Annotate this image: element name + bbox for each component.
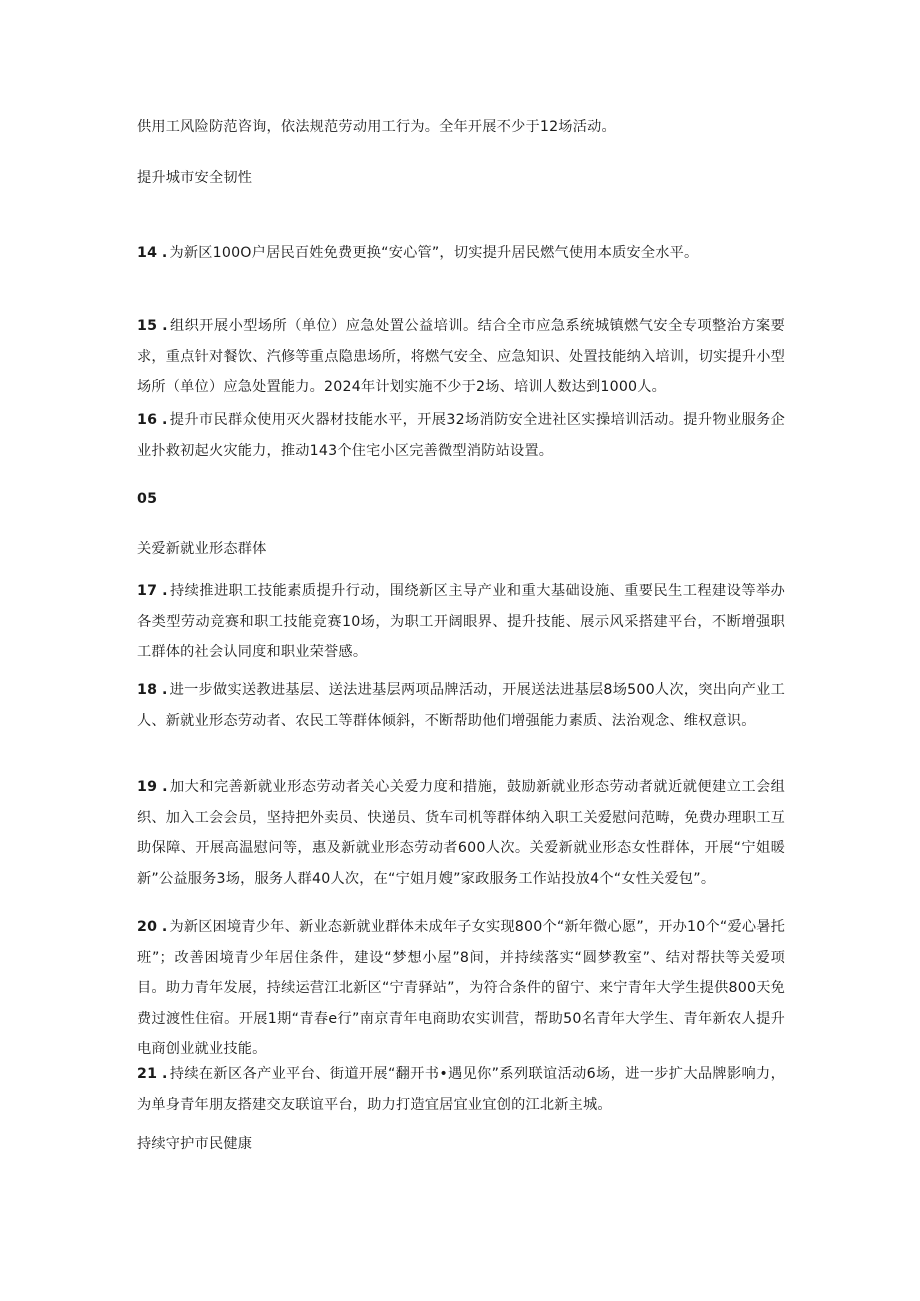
section-number bbox=[137, 484, 785, 515]
item-18 bbox=[137, 675, 785, 736]
item-20-number: 20 bbox=[137, 919, 158, 935]
item-15-dot: . bbox=[162, 318, 168, 334]
item-19-dot: . bbox=[162, 779, 168, 795]
item-19 bbox=[137, 772, 785, 894]
item-18-number: 18 bbox=[137, 682, 158, 698]
item-16-dot: . bbox=[162, 412, 168, 428]
item-15 bbox=[137, 311, 785, 403]
item-14-number: 14 bbox=[137, 245, 158, 261]
item-17-dot: . bbox=[162, 583, 168, 599]
heading-public-health-text: 持续守护市民健康 bbox=[137, 1136, 253, 1152]
heading-public-health bbox=[137, 1129, 785, 1160]
heading-new-employment bbox=[137, 534, 785, 565]
item-20 bbox=[137, 912, 785, 1065]
paragraph-intro-text: 供用工风险防范咨询，依法规范劳动用工行为。全年开展不少于12场活动。 bbox=[137, 119, 616, 135]
item-20-dot: . bbox=[161, 919, 168, 935]
item-17-number: 17 bbox=[137, 583, 158, 599]
item-14-text: 为新区100O户居民百姓免费更换“安心管”，切实提升居民燃气使用本质安全水平。 bbox=[169, 245, 699, 261]
item-15-number: 15 bbox=[137, 318, 158, 334]
item-21-number: 21 bbox=[137, 1066, 158, 1082]
item-21 bbox=[137, 1059, 785, 1120]
heading-new-employment-text: 关爱新就业形态群体 bbox=[137, 541, 267, 557]
item-21-dot: . bbox=[162, 1066, 168, 1082]
item-15-text: 组织开展小型场所（单位）应急处置公益培训。结合全市应急系统城镇燃气安全专项整治方案要求，重点针对餐饮、汽修等重点隐患场所，将燃气安全、应急知识、处置技能纳入培训，切实提升小型场所（单位）应急处置能力。2024年计划实施不少于2场、培训人数达到1000人。 bbox=[137, 318, 786, 395]
item-16-text: 提升市民群众使用灭火器材技能水平，开展32场消防安全进社区实操培训活动。提升物业服务企业扑救初起火灾能力，推动143个住宅小区完善微型消防站设置。 bbox=[137, 412, 786, 459]
item-16-number: 16 bbox=[137, 412, 158, 428]
item-18-text: 进一步做实送教进基层、送法进基层两项品牌活动，开展送法进基层8场500人次，突出向产业工人、新就业形态劳动者、农民工等群体倾斜，不断帮助他们增强能力素质、法治观念、维权意识。 bbox=[137, 682, 785, 729]
item-21-text: 持续在新区各产业平台、街道开展“翻开书•遇见你”系列联谊活动6场，进一步扩大品牌影响力，为单身青年朋友搭建交友联谊平台，助力打造宜居宜业宜创的江北新主城。 bbox=[137, 1066, 785, 1113]
item-17-text: 持续推进职工技能素质提升行动，围绕新区主导产业和重大基础设施、重要民生工程建设等举办各类型劳动竞赛和职工技能竞赛10场，为职工开阔眼界、提升技能、展示风采搭建平台，不断增强职工群体的社会认同度和职业荣誉感。 bbox=[137, 583, 786, 660]
item-20-text: 为新区困境青少年、新业态新就业群体未成年子女实现800个“新年微心愿”，开办10个“爱心暑托班”；改善困境青少年居住条件，建设“梦想小屋”8间，并持续落实“圆梦教室”、结对帮扶等关爱项目。助力青年发展，持续运营江北新区“宁青驿站”，为符合条件的留宁、来宁青年大学生提供800天免费过渡性住宿。开展1期“青春e行”南京青年电商助农实训营，帮助50名青年大学生、青年新农人提升电商创业就业技能。 bbox=[137, 919, 785, 1057]
item-14-dot: . bbox=[161, 245, 168, 261]
item-18-dot: . bbox=[161, 682, 168, 698]
item-17 bbox=[137, 576, 785, 668]
item-16 bbox=[137, 405, 785, 466]
paragraph-intro bbox=[137, 112, 785, 143]
item-19-number: 19 bbox=[137, 779, 158, 795]
section-number-text: 05 bbox=[137, 491, 158, 507]
heading-urban-safety bbox=[137, 163, 785, 194]
item-14 bbox=[137, 238, 785, 269]
heading-urban-safety-text: 提升城市安全韧性 bbox=[137, 170, 253, 186]
item-19-text: 加大和完善新就业形态劳动者关心关爱力度和措施，鼓励新就业形态劳动者就近就便建立工会组织、加入工会会员，坚持把外卖员、快递员、货车司机等群体纳入职工关爱慰问范畴，免费办理职工互助保障、开展高温慰问等，惠及新就业形态劳动者600人次。关爱新就业形态女性群体，开展“宁姐暖新”公益服务3场，服务人群40人次，在“宁姐月嫂”家政服务工作站投放4个“女性关爱包”。 bbox=[137, 779, 786, 887]
